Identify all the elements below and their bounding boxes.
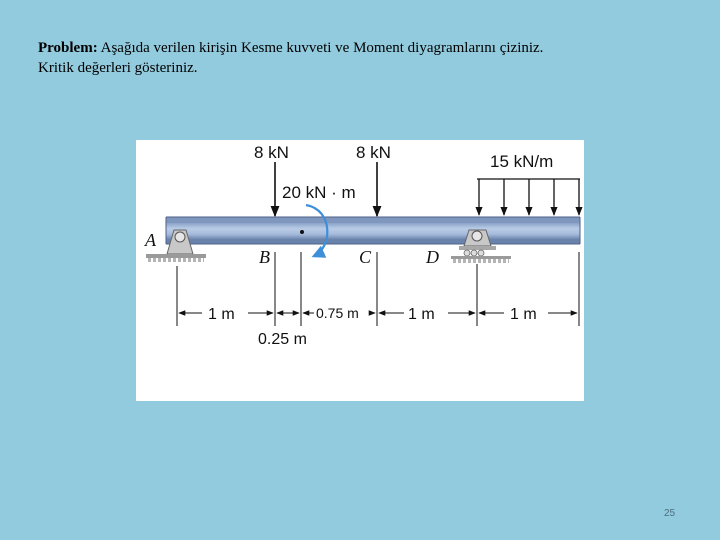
dimension-d-end: 1 m [510,306,537,323]
point-label-b: B [259,247,270,267]
beam-diagram [136,140,584,401]
force-label-c: 8 kN [356,143,391,162]
point-label-c: C [359,247,372,267]
problem-line-2: Kritik değerleri gösteriniz. [38,60,198,76]
dimension-moment-c: 0.75 m [316,305,359,321]
problem-line-1: Aşağıda verilen kirişin Kesme kuvveti ve Moment diyagramlarını çiziniz. [97,40,544,56]
distributed-load-arrows [477,179,580,215]
page-number: 25 [664,508,676,519]
distributed-load-label: 15 kN/m [490,152,554,171]
point-label-d: D [426,247,439,267]
force-label-b: 8 kN [254,143,289,162]
moment-label: 20 kN · m [282,183,356,202]
problem-statement [38,38,698,78]
problem-heading: Problem: [38,40,98,56]
beam-diagram-svg [136,140,584,401]
dimension-ab: 1 m [208,306,235,323]
dimension-b-moment: 0.25 m [258,331,307,348]
point-label-a: A [145,230,156,250]
beam [166,217,580,244]
dimension-cd: 1 m [408,306,435,323]
moment-point [300,230,304,234]
